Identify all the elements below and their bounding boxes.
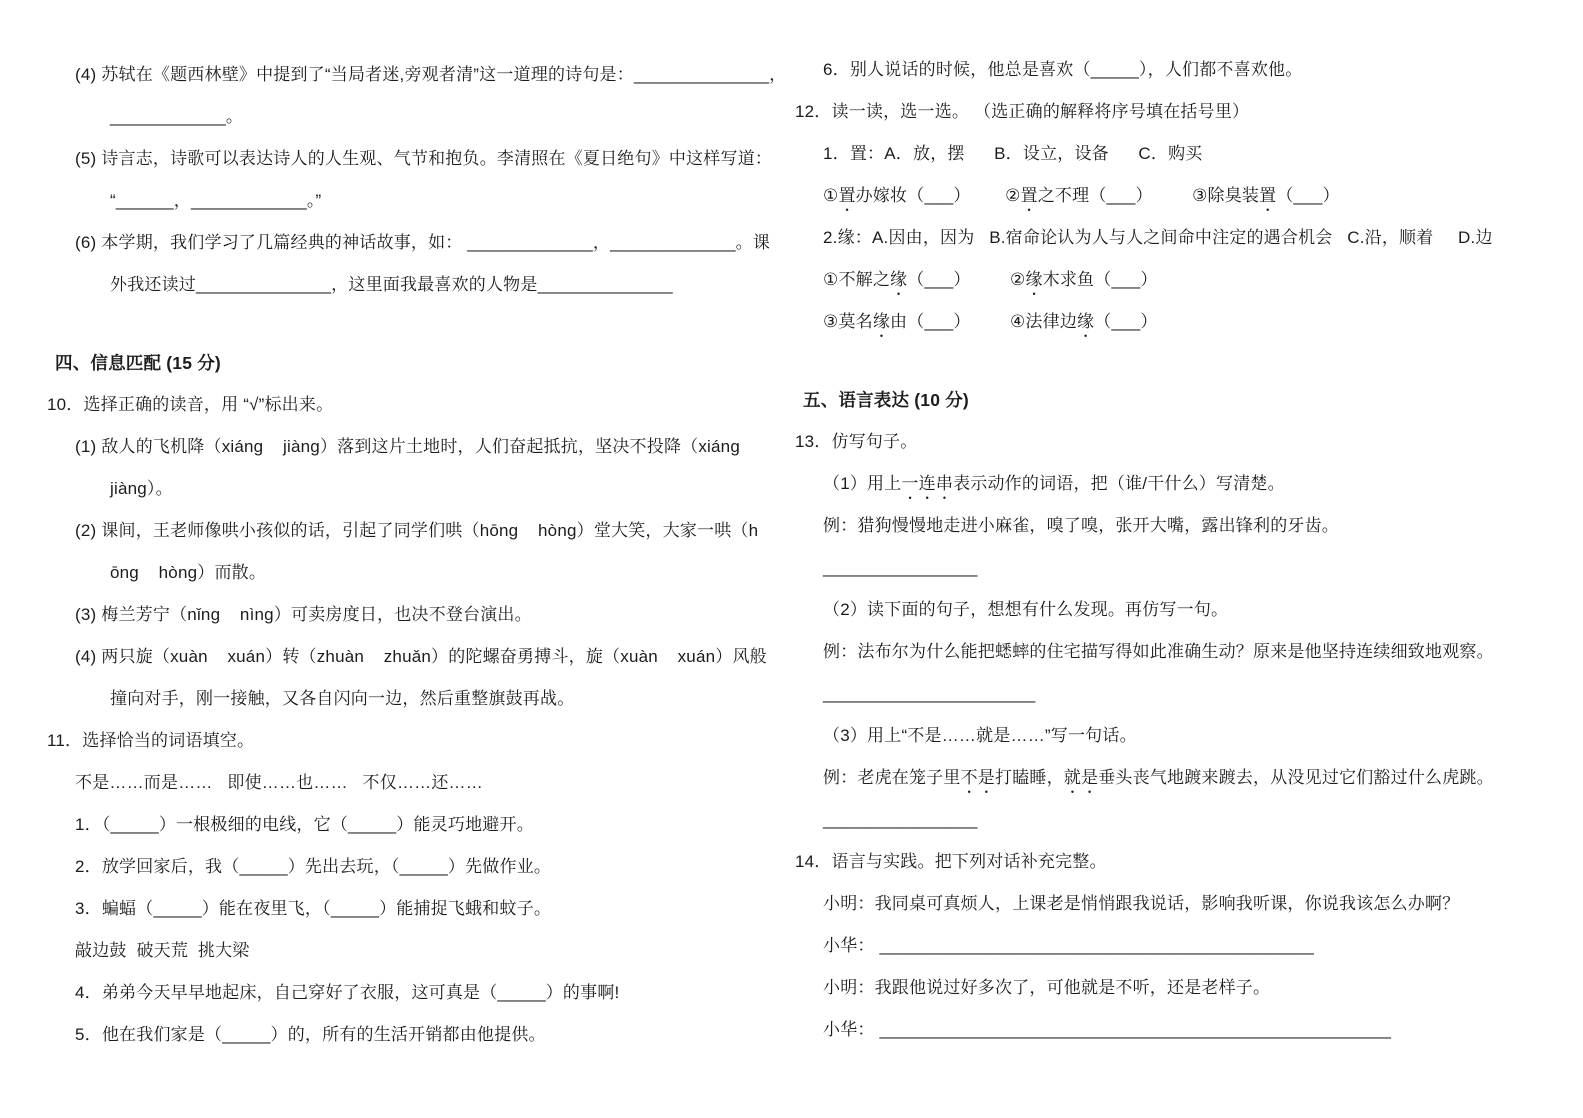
text-line: 13．仿写句子。 [795, 432, 918, 451]
text-line: 2．放学回家后，我（_____）先出去玩，（_____）先做作业。 [75, 857, 552, 876]
text-segment: 例：老虎在笼子里 [823, 768, 961, 787]
text-line [795, 259, 1570, 301]
text-segment: ③莫名 [823, 312, 873, 331]
text-line: 敲边鼓 破天荒 挑大梁 [75, 941, 250, 960]
text-segment: ①不解之 [823, 270, 891, 289]
section-heading: 四、信息匹配 (15 分) [55, 353, 221, 373]
text-segment: 办嫁妆（___） ② [855, 186, 1021, 205]
text-line: 1．（_____）一根极细的电线，它（_____）能灵巧地避开。 [75, 815, 534, 834]
text-segment: 之不理（___） ③除臭装 [1037, 186, 1260, 205]
text-line: 例：法布尔为什么能把蟋蟀的住宅描写得如此准确生动？原来是他坚持连续细致地观察。 [823, 642, 1494, 661]
text-line: 1．置：A．放，摆 B．设立，设备 C．购买 [823, 144, 1203, 163]
emphasized-text: 缘 [1077, 312, 1095, 331]
text-segment: 由（___） ④法律边 [890, 312, 1078, 331]
text-segment: （1）用上 [823, 474, 902, 493]
text-line: 例：猎狗慢慢地走进小麻雀，嗅了嗅，张开大嘴，露出锋利的牙齿。 [823, 516, 1339, 535]
section-heading: 五、语言表达 (10 分) [803, 390, 969, 410]
text-line: 外我还读过______________，这里面我最喜欢的人物是______________ [110, 275, 673, 294]
text-line: (4) 苏轼在《题西林壁》中提到了“当局者迷,旁观者清”这一道理的诗句是：______________， [75, 65, 787, 84]
text-line: ōng hòng）而散。 [110, 563, 267, 582]
text-segment: 垂头丧气地踱来踱去，从没见过它们豁过什么虎跳。 [1098, 768, 1494, 787]
text-line: (3) 梅兰芳宁（nǐng nìng）可卖房度日，也决不登台演出。 [75, 605, 532, 624]
text-line: 5．他在我们家是（_____）的，所有的生活开销都由他提供。 [75, 1025, 546, 1044]
text-line: 6．别人说话的时候，他总是喜欢（_____），人们都不喜欢他。 [823, 60, 1303, 79]
text-line: 4．弟弟今天早早地起床，自己穿好了衣服，这可真是（_____）的事啊! [75, 983, 620, 1002]
emphasized-text: 不是 [960, 768, 996, 787]
right-column [795, 49, 1570, 1051]
text-segment: （___） ② [907, 270, 1026, 289]
text-segment: （___） [1276, 186, 1340, 205]
text-line: 小华： _____________________________________________________ [823, 1020, 1392, 1039]
text-line: 不是……而是…… 即使……也…… 不仅……还…… [75, 773, 483, 792]
text-line: (2) 课间，王老师像哄小孩似的话，引起了同学们哄（hōng hòng）堂大笑，大家一哄（h [75, 521, 759, 540]
text-segment: 木求鱼（___） [1042, 270, 1158, 289]
text-line [795, 757, 1570, 799]
emphasized-text: 置 [1259, 186, 1277, 205]
emphasized-text: 就是 [1063, 768, 1099, 787]
emphasized-text: 缘 [1025, 270, 1043, 289]
text-line: (5) 诗言志，诗歌可以表达诗人的人生观、气节和抱负。李清照在《夏日绝句》中这样写道： [75, 149, 773, 168]
text-line: 小明：我同桌可真烦人，上课老是悄悄跟我说话，影响我听课，你说我该怎么办啊？ [823, 894, 1460, 913]
emphasized-text: 缘 [890, 270, 908, 289]
answer-blank: ____________。 [110, 107, 244, 126]
text-line: 小明：我跟他说过好多次了，可他就是不听，还是老样子。 [823, 978, 1271, 997]
text-line: jiàng）。 [110, 479, 173, 498]
emphasized-text: 缘 [872, 312, 891, 331]
text-line: 2.缘：A.因由，因为 B.宿命论认为人与人之间命中注定的遇合机会 C.沿，顺着 D.边 [823, 228, 1493, 247]
text-line: (6) 本学期，我们学习了几篇经典的神话故事，如： _____________，_____________。课 [75, 233, 771, 252]
text-line: 11．选择恰当的词语填空。 [47, 731, 255, 750]
text-line: (1) 敌人的飞机降（xiáng jiàng）落到这片土地时，人们奋起抵抗，坚决不投降（xiáng [75, 437, 740, 456]
text-line: （2）读下面的句子，想想有什么发现。再仿写一句。 [823, 600, 1229, 619]
text-line [795, 463, 1570, 505]
text-line [795, 175, 1570, 217]
emphasized-text: 置 [838, 186, 856, 205]
answer-blank: “______，____________。” [110, 191, 322, 210]
text-line: 小华： _____________________________________________ [823, 936, 1314, 955]
text-line: 12．读一读，选一选。 （选正确的解释将序号填在括号里） [795, 102, 1250, 121]
text-segment: ① [823, 186, 839, 205]
text-line: 10．选择正确的读音，用 “√”标出来。 [47, 395, 334, 414]
answer-blank: ________________ [823, 558, 978, 577]
text-line: 撞向对手，刚一接触，又各自闪向一边，然后重整旗鼓再战。 [110, 689, 575, 708]
text-segment: 表示动作的词语，把（谁/干什么）写清楚。 [953, 474, 1285, 493]
answer-blank: ________________ [823, 810, 978, 829]
emphasized-text: 置 [1020, 186, 1038, 205]
text-segment: （___） [1094, 312, 1158, 331]
text-line: （3）用上“不是……就是……”写一句话。 [823, 726, 1137, 745]
text-line: 3．蝙蝠（_____）能在夜里飞，（_____）能捕捉飞蛾和蚊子。 [75, 899, 552, 918]
text-line [795, 301, 1570, 343]
text-line: 14．语言与实践。把下列对话补充完整。 [795, 852, 1107, 871]
answer-blank: ______________________ [823, 684, 1036, 703]
text-segment: 打瞌睡， [995, 768, 1064, 787]
emphasized-text: 一连串 [901, 474, 954, 493]
text-line: (4) 两只旋（xuàn xuán）转（zhuàn zhuǎn）的陀螺奋勇搏斗，旋（xuàn xuán）风般 [75, 647, 767, 666]
left-column [47, 54, 792, 1056]
